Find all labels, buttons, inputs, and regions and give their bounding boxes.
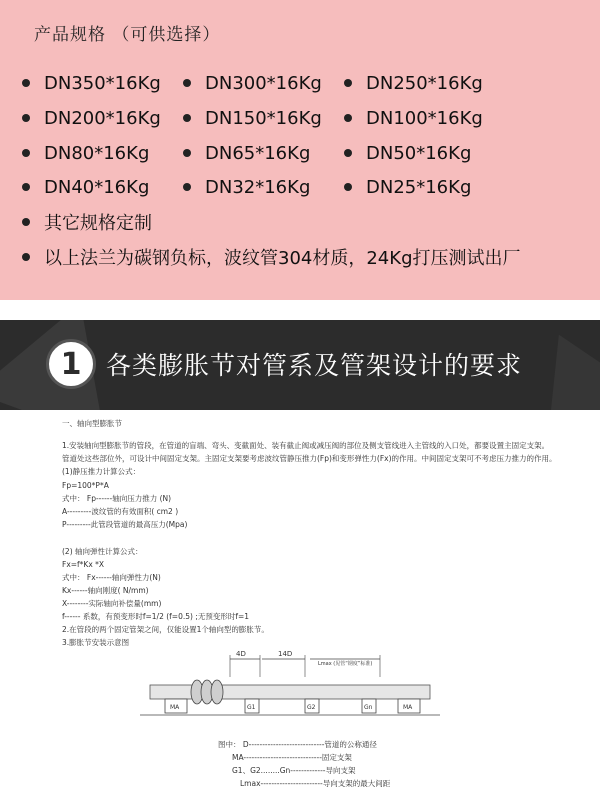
spec-item: DN150*16Kg [183,101,322,135]
spec-row [0,170,600,204]
spec-item: DN100*16Kg [344,101,483,135]
bullet-icon [183,149,191,157]
spec-row [0,101,600,135]
doc-subheading: (1)静压推力计算公式： [62,467,141,476]
installation-diagram [0,645,600,735]
bullet-icon [344,79,352,87]
bullet-icon [183,183,191,191]
doc-line: 式中： Fx------轴向弹性力(N) [62,573,161,582]
spec-item: DN32*16Kg [183,170,310,204]
bullet-icon [344,183,352,191]
label-g2: G2 [307,704,316,711]
spec-item: DN40*16Kg [22,170,149,204]
doc-line: Kx------轴向刚度( N/mm) [62,586,149,595]
doc-line: 式中： Fp------轴向压力推力 (N) [62,494,172,503]
dim-label-lmax: Lmax (见管“钢度”标准) [318,661,373,667]
spec-item: DN250*16Kg [344,66,483,100]
spec-row [0,66,600,100]
section-banner [0,320,600,410]
doc-line: P---------此管段管道的最高压力(Mpa) [62,520,188,529]
section-title: 各类膨胀节对管系及管架设计的要求 [106,351,523,380]
legend-line: MA-----------------------------固定支架 [232,753,352,762]
bullet-icon [22,183,30,191]
spec-panel [0,0,600,300]
doc-line: A---------波纹管的有效面积( cm2 ) [62,507,179,516]
dim-label-4d: 4D [236,650,246,658]
spec-note: 以上法兰为碳钢负标，波纹管304材质，24Kg打压测试出厂 [22,240,521,274]
section-number: 1 [46,339,96,389]
doc-paragraph: 2.在管段的两个固定管架之间，仅能设置1个轴向型的膨胀节。 [62,625,269,634]
label-ma: MA [170,704,180,711]
document-body [0,410,600,807]
doc-paragraph: 管道处这些部位外，可设计中间固定支架。主固定支架要考虑波纹管静压推力(Fp)和变形弹性力(Fx)的作用。中间固定支架可不考虑压力推力的作用。 [62,454,557,463]
doc-line: f------ 系数，有预变形时f=1/2 (f=0.5) ;无预变形时f=1 [62,612,250,621]
spec-item: DN65*16Kg [183,136,310,170]
bullet-icon [344,114,352,122]
dim-label-14d: 14D [278,650,293,658]
spec-title: 产品规格 （可供选择） [34,25,221,45]
spec-item: DN50*16Kg [344,136,471,170]
spec-note: 其它规格定制 [22,205,152,239]
spec-row [0,205,600,239]
label-ma: MA [403,704,413,711]
doc-formula: Fx=f*Kx *X [62,560,105,569]
spec-item: DN25*16Kg [344,170,471,204]
bullet-icon [22,253,30,261]
doc-line: X--------实际轴向补偿量(mm) [62,599,162,608]
spec-item: DN350*16Kg [22,66,161,100]
legend-line: G1、G2........Gn-------------导向支架 [232,766,356,775]
spec-item: DN200*16Kg [22,101,161,135]
bullet-icon [183,79,191,87]
doc-paragraph: 3.膨胀节安装示意图 [62,638,130,647]
doc-paragraph: 1.安装轴向型膨胀节的管段，在管道的盲端、弯头、变截面处、装有截止阀或减压阀的部位及侧支管线进入主管线的入口处，都要设置主固定支架。 [62,441,550,450]
bullet-icon [344,149,352,157]
label-gn: Gn [364,704,373,711]
doc-heading: 一、轴向型膨胀节 [62,419,122,428]
legend-line: Lmax-----------------------导向支架的最大间距 [240,779,391,788]
spec-item: DN300*16Kg [183,66,322,100]
bullet-icon [22,149,30,157]
bullet-icon [183,114,191,122]
label-g1: G1 [247,704,256,711]
spec-item: DN80*16Kg [22,136,149,170]
bullet-icon [22,218,30,226]
legend-line: 图中： D----------------------------管道的公称通径 [218,740,377,749]
bullet-icon [22,114,30,122]
spec-row [0,240,600,274]
doc-formula: Fp=100*P*A [62,481,109,490]
spec-row [0,136,600,170]
bullet-icon [22,79,30,87]
doc-subheading: (2) 轴向弹性计算公式： [62,547,143,556]
